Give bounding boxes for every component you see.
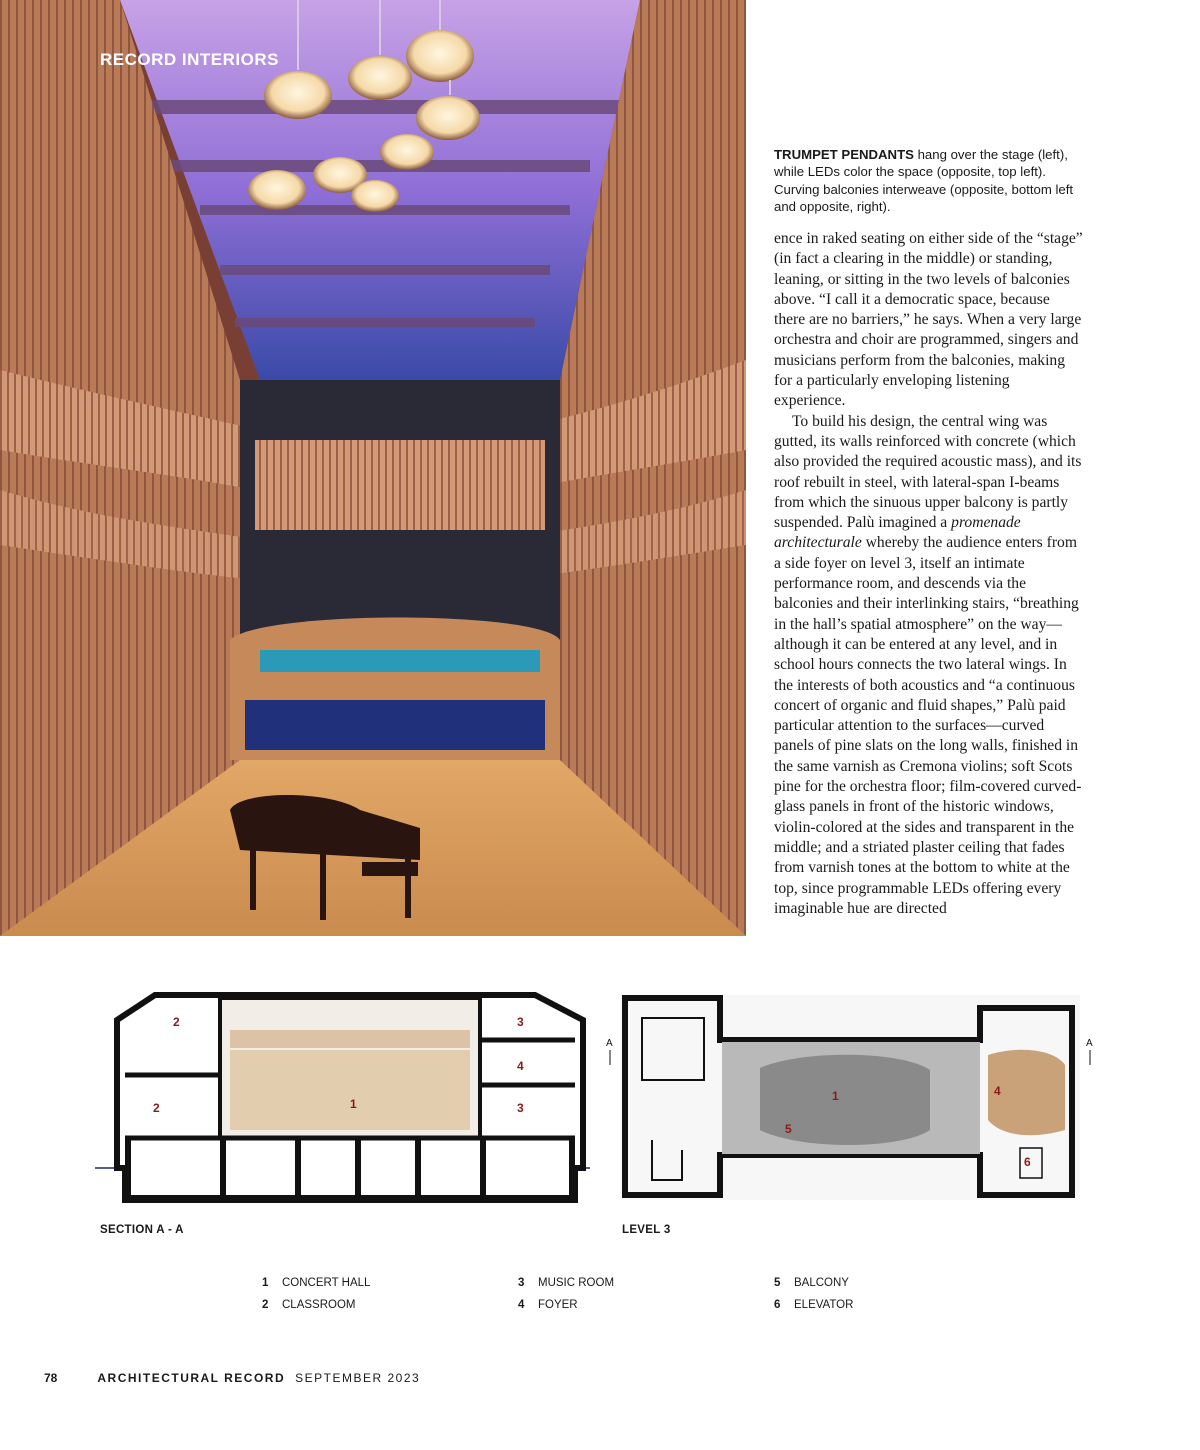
- legend-number: 4: [518, 1299, 525, 1311]
- caption-lead: TRUMPET PENDANTS: [774, 147, 914, 162]
- legend-item: [262, 1294, 370, 1316]
- legend-item: [518, 1294, 614, 1316]
- plan-tag-balcony: 5: [785, 1122, 792, 1136]
- section-tag: RECORD INTERIORS: [100, 50, 279, 69]
- plan-drawing: [600, 990, 1100, 1205]
- legend-number: 6: [774, 1299, 781, 1311]
- section-drawing-svg: [95, 990, 590, 1205]
- body-paragraph-1: ence in raked seating on either side of the “stage” (in fact a clearing in the middle) or standing, leaning, or sitting in the two levels of balconies above. “I call it a democratic space, because there are no barriers,” he says. When a very large orchestra and choir are programmed, singers and musicians perform from the balconies, making for a particularly enveloping listening experience.: [774, 230, 1083, 410]
- article-body: [774, 229, 1084, 919]
- legend-item: [262, 1272, 370, 1294]
- section-tag-music-lower: 3: [517, 1101, 524, 1115]
- plan-cut-marker-left: A: [606, 1038, 613, 1049]
- publication-name: ARCHITECTURAL RECORD: [97, 1371, 286, 1385]
- legend-label: CONCERT HALL: [282, 1277, 371, 1289]
- legend-label: MUSIC ROOM: [538, 1277, 615, 1289]
- body-paragraph-2-end: whereby the audience enters from a side foyer on level 3, itself an intimate performance room, and descends via the balconies and their interlinking stairs, “breathing in the hall’s spatial atmosphere” on the way—although it can be entered at any level, and in school hours connects the two lateral wings. In the interests of both acoustics and “a continuous concert of organic and fluid shapes,” Palù paid particular attention to the surfaces—curved panels of pine slats on the long walls, finished in the same varnish as Cremona violins; soft Scots pine for the orchestra floor; film-covered curved-glass panels in front of the historic windows, violin-colored at the sides and transparent in the middle; and a striated plaster ceiling that fades from varnish tones at the bottom to white at the top, since programmable LEDs offering every imaginable hue are directed: [774, 534, 1082, 917]
- legend-label: FOYER: [538, 1299, 578, 1311]
- plan-drawing-label: LEVEL 3: [622, 1224, 671, 1236]
- body-paragraph-2-start: To build his design, the central wing was gutted, its walls reinforced with concrete (which also provided the required acoustic mass), and its roof rebuilt in steel, with lateral-span I-beams from which the sinuous upper balcony is partly suspended. Palù imagined a: [774, 412, 1082, 532]
- legend-item: [774, 1294, 853, 1316]
- section-tag-classroom-upper: 2: [173, 1015, 180, 1029]
- legend-number: 5: [774, 1277, 781, 1289]
- plan-cut-marker-right: A: [1086, 1038, 1093, 1049]
- page-footer: [44, 1371, 420, 1385]
- plan-tag-hall: 1: [832, 1089, 839, 1103]
- concert-hall-photo: [0, 0, 746, 936]
- section-tag-music-upper: 3: [517, 1015, 524, 1029]
- legend-label: ELEVATOR: [794, 1299, 854, 1311]
- legend-item: [518, 1272, 614, 1294]
- legend-column-3: [774, 1272, 853, 1316]
- legend-number: 2: [262, 1299, 269, 1311]
- legend-label: BALCONY: [794, 1277, 849, 1289]
- legend-number: 1: [262, 1277, 269, 1289]
- body-paragraph-2: [774, 412, 1084, 919]
- section-tag-foyer: 4: [517, 1059, 524, 1073]
- issue-date: SEPTEMBER 2023: [295, 1371, 421, 1385]
- legend-number: 3: [518, 1277, 525, 1289]
- section-tag-classroom-lower: 2: [153, 1101, 160, 1115]
- section-tag-hall: 1: [350, 1097, 357, 1111]
- section-drawing-label: SECTION A - A: [100, 1224, 184, 1236]
- concert-hall-illustration: [0, 0, 746, 936]
- body-paragraph-2-italic: promenade architecturale: [774, 514, 1021, 552]
- plan-tag-foyer: 4: [994, 1084, 1001, 1098]
- section-drawing: [95, 990, 590, 1205]
- caption-text: hang over the stage (left), while LEDs color the space (opposite, top left). Curving balconies interweave (opposite, bottom left and opposite, right).: [774, 147, 1074, 215]
- plan-tag-elevator: 6: [1024, 1155, 1031, 1169]
- legend-column-2: [518, 1272, 614, 1316]
- legend-item: [774, 1272, 853, 1294]
- page-number: 78: [44, 1371, 58, 1385]
- plan-drawing-svg: [600, 990, 1100, 1205]
- photo-caption: [774, 146, 1074, 216]
- legend-label: CLASSROOM: [282, 1299, 356, 1311]
- legend-column-1: [262, 1272, 370, 1316]
